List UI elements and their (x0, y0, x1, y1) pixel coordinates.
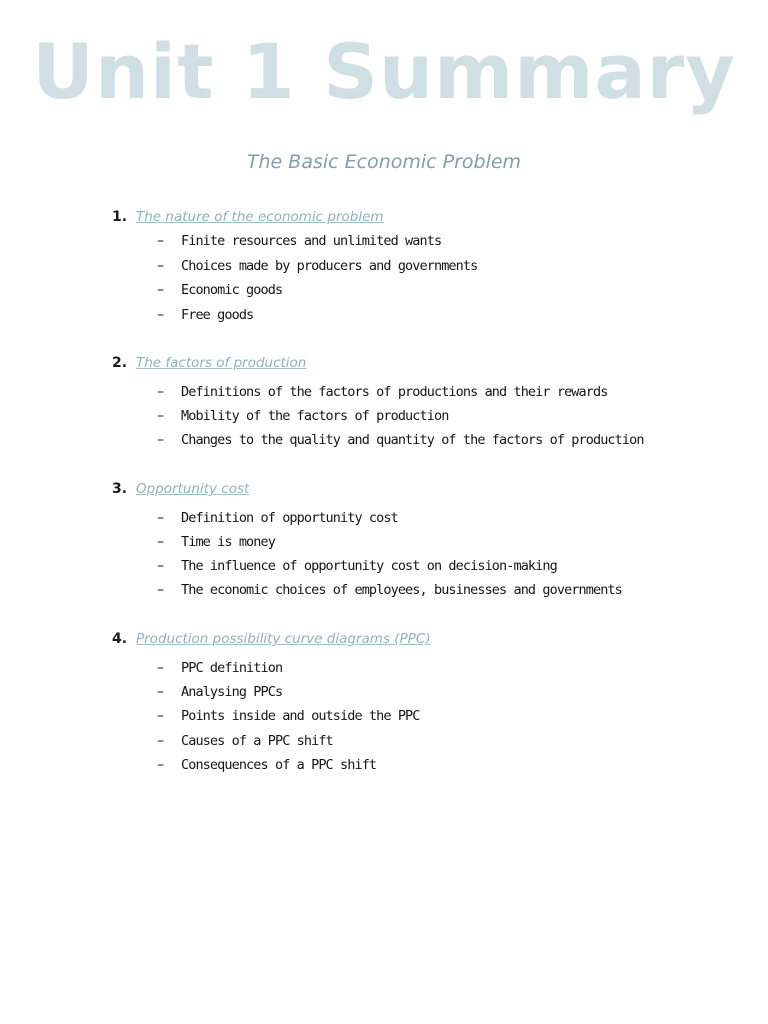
section-number: 3. (112, 481, 128, 497)
list-item-text: Changes to the quality and quantity of the factors of production (181, 432, 644, 448)
list-item (0, 229, 768, 253)
section-number: 4. (112, 631, 128, 647)
dash-bullet-icon: – (157, 233, 164, 249)
dash-bullet-icon: – (157, 258, 164, 274)
list-item (0, 278, 768, 302)
list-item (0, 704, 768, 728)
dash-bullet-icon: – (157, 582, 164, 598)
list-item (0, 656, 768, 680)
section-number: 1. (112, 209, 128, 225)
dash-bullet-icon: – (157, 432, 164, 448)
dash-bullet-icon: – (157, 307, 164, 323)
list-item (0, 753, 768, 777)
section-header (0, 478, 768, 500)
section-header (0, 352, 768, 374)
list-item-text: The influence of opportunity cost on decision-making (181, 558, 557, 574)
page-title: Unit 1 Summary (32, 27, 736, 116)
section-heading-link[interactable]: The factors of production (136, 355, 307, 371)
list-item (0, 380, 768, 404)
list-item-text: Mobility of the factors of production (181, 408, 449, 424)
section-heading-link[interactable]: Opportunity cost (136, 481, 250, 497)
list-item-text: Choices made by producers and governments (181, 258, 478, 274)
list-item (0, 530, 768, 554)
section-heading-link[interactable]: The nature of the economic problem (136, 209, 384, 225)
dash-bullet-icon: – (157, 757, 164, 773)
list-item-text: Analysing PPCs (181, 684, 283, 700)
list-item-text: Free goods (181, 307, 254, 323)
dash-bullet-icon: – (157, 510, 164, 526)
section-header (0, 206, 768, 228)
section-header (0, 628, 768, 650)
list-item (0, 428, 768, 452)
list-item (0, 254, 768, 278)
dash-bullet-icon: – (157, 534, 164, 550)
list-item-text: Definitions of the factors of productions and their rewards (181, 384, 608, 400)
list-item (0, 404, 768, 428)
dash-bullet-icon: – (157, 408, 164, 424)
dash-bullet-icon: – (157, 660, 164, 676)
list-item-text: Definition of opportunity cost (181, 510, 398, 526)
dash-bullet-icon: – (157, 733, 164, 749)
page-subtitle: The Basic Economic Problem (246, 151, 522, 173)
list-item (0, 578, 768, 602)
list-item (0, 729, 768, 753)
dash-bullet-icon: – (157, 282, 164, 298)
list-item-text: PPC definition (181, 660, 283, 676)
list-item-text: Finite resources and unlimited wants (181, 233, 442, 249)
list-item (0, 506, 768, 530)
list-item-text: Points inside and outside the PPC (181, 708, 420, 724)
list-item-text: Consequences of a PPC shift (181, 757, 377, 773)
list-item-text: Economic goods (181, 282, 283, 298)
section-heading-link[interactable]: Production possibility curve diagrams (PPC) (136, 631, 431, 647)
dash-bullet-icon: – (157, 558, 164, 574)
list-item-text: Causes of a PPC shift (181, 733, 333, 749)
list-item-text: The economic choices of employees, businesses and governments (181, 582, 622, 598)
section-number: 2. (112, 355, 128, 371)
list-item (0, 554, 768, 578)
list-item (0, 303, 768, 327)
list-item (0, 680, 768, 704)
dash-bullet-icon: – (157, 684, 164, 700)
dash-bullet-icon: – (157, 708, 164, 724)
list-item-text: Time is money (181, 534, 275, 550)
dash-bullet-icon: – (157, 384, 164, 400)
